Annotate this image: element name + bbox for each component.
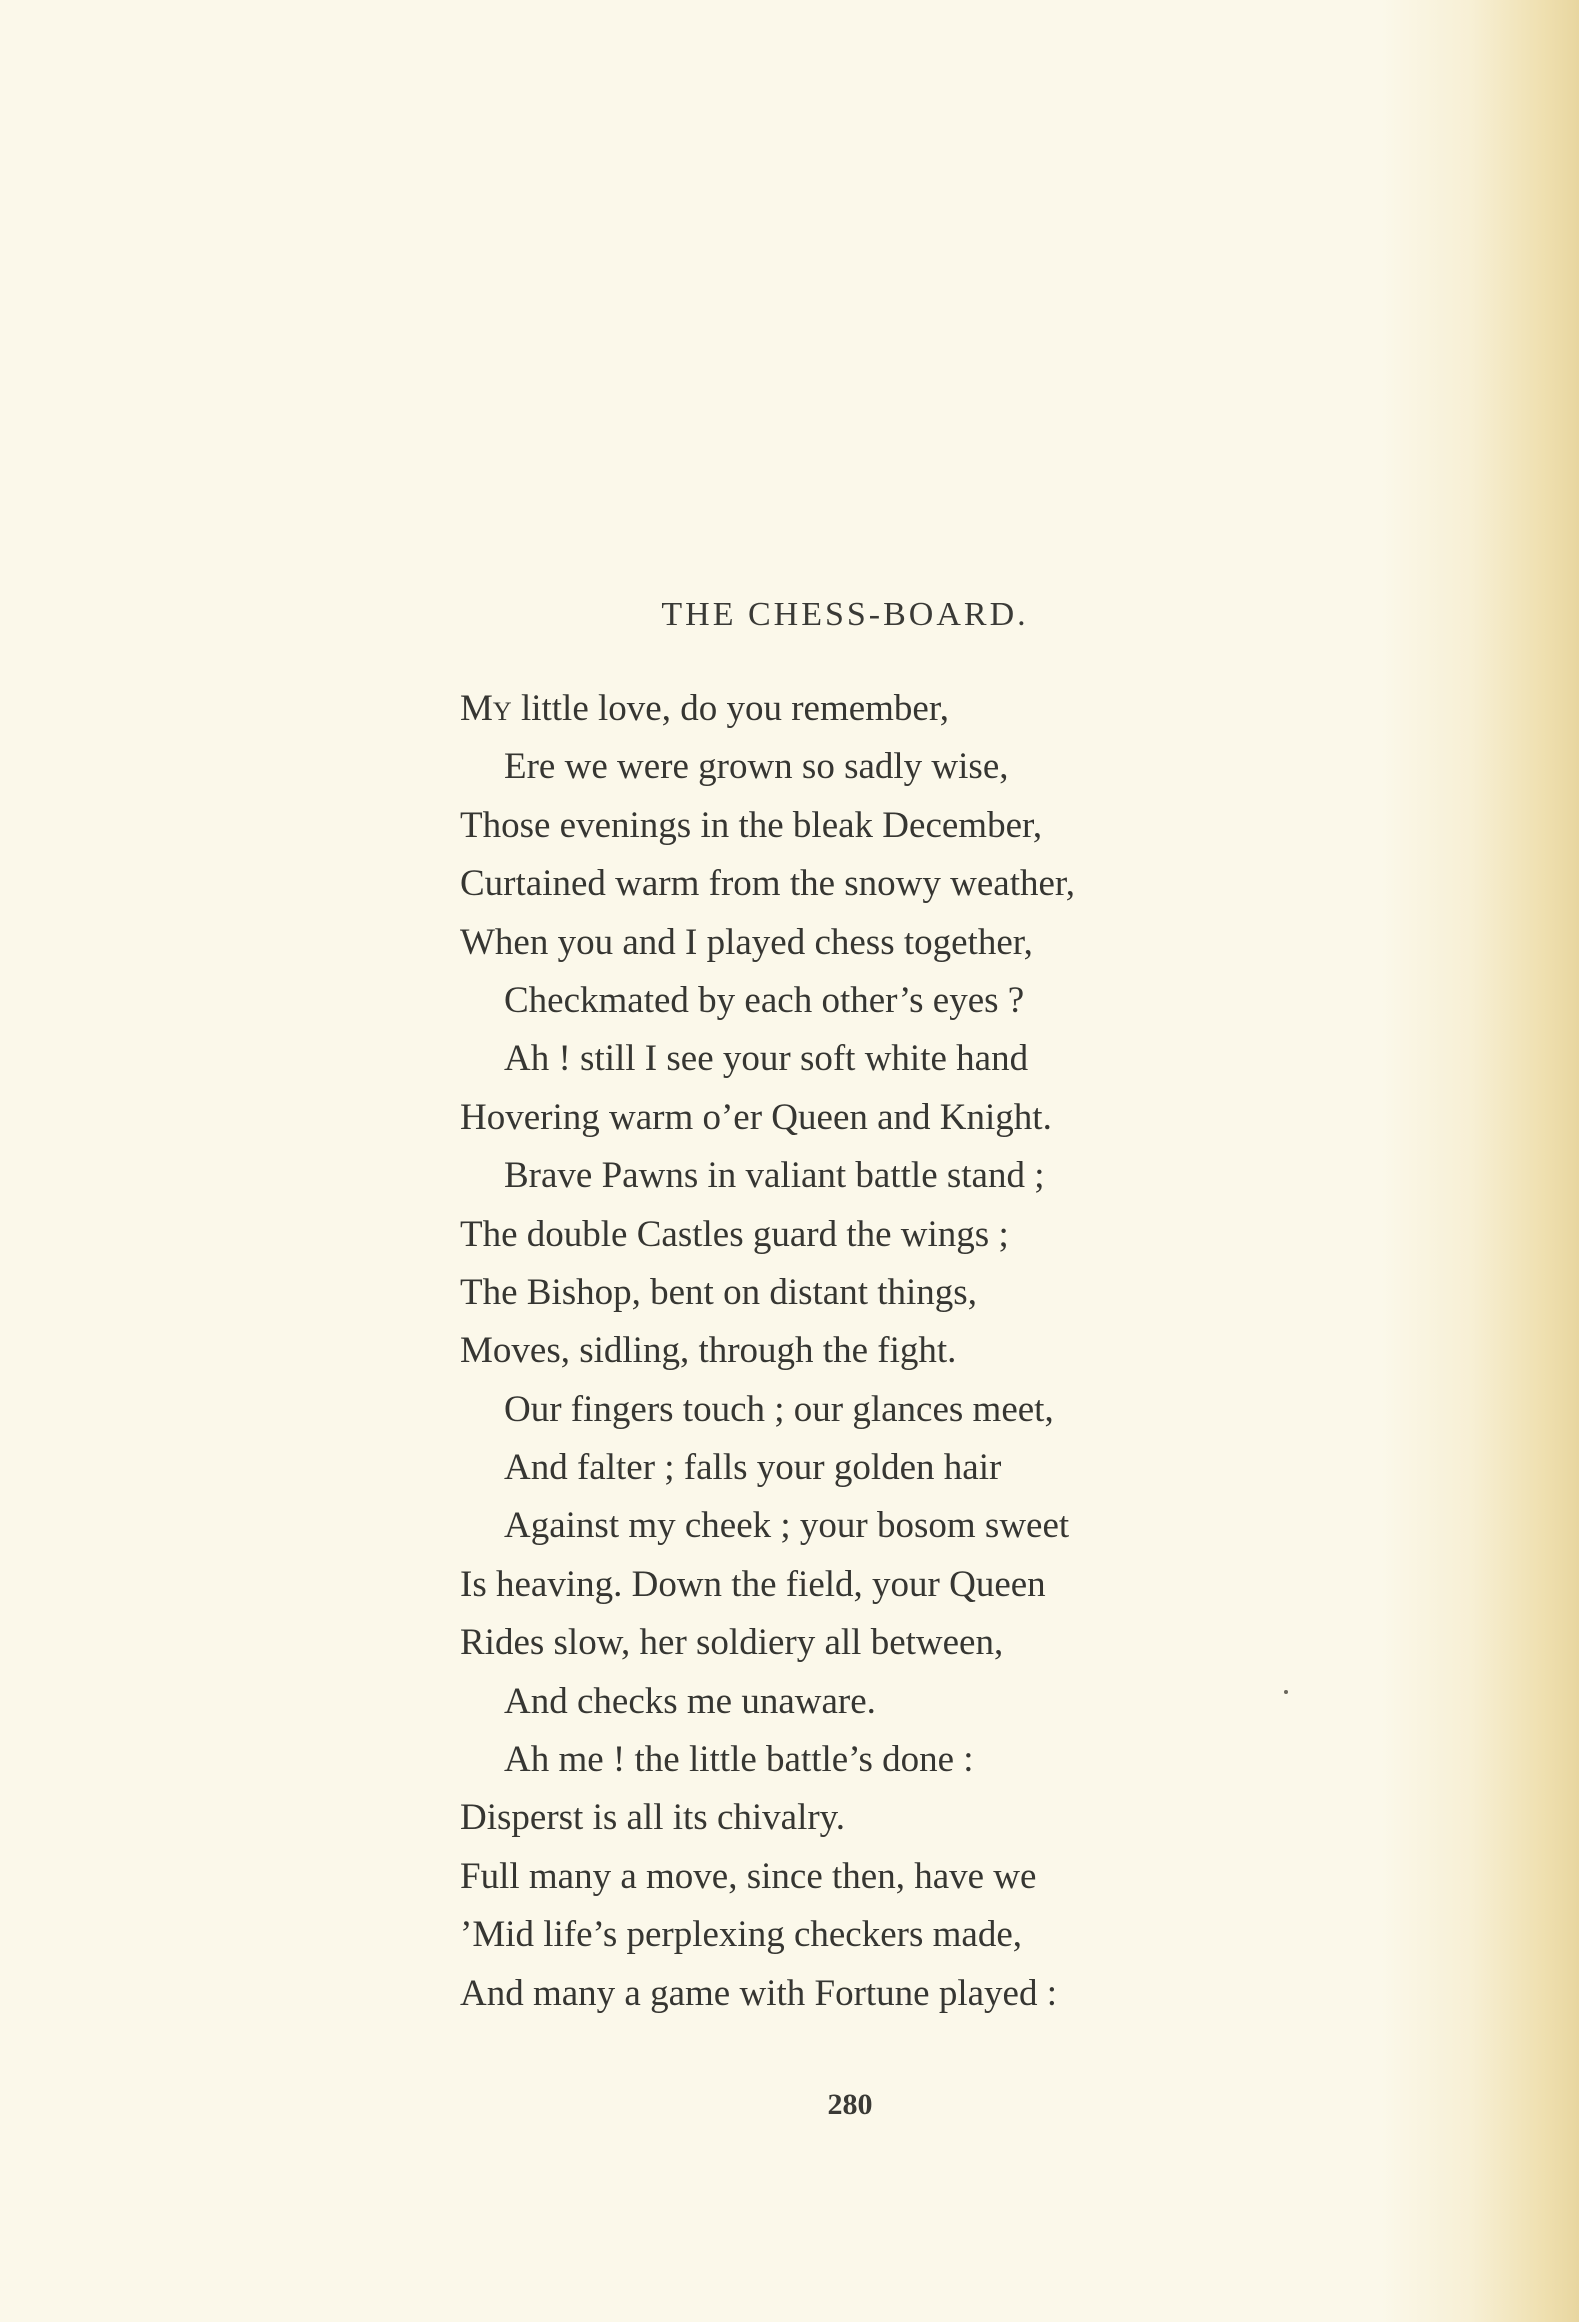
poem-line: Checkmated by each other’s eyes ? bbox=[504, 979, 1025, 1021]
poem-line: And falter ; falls your golden hair bbox=[504, 1447, 1002, 1489]
poem-line: Rides slow, her soldiery all between, bbox=[460, 1622, 1004, 1664]
poem-line: Full many a move, since then, have we bbox=[460, 1855, 1037, 1897]
poem-line: Our fingers touch ; our glances meet, bbox=[504, 1388, 1054, 1430]
poem-line: The double Castles guard the wings ; bbox=[460, 1213, 1009, 1255]
poem-first-word: My bbox=[460, 688, 512, 729]
poem-line: Ah me ! the little battle’s done : bbox=[504, 1739, 974, 1781]
poem-line: And many a game with Fortune played : bbox=[460, 1972, 1058, 2014]
poem-line: Curtained warm from the snowy weather, bbox=[460, 863, 1075, 905]
poem-line: Ere we were grown so sadly wise, bbox=[504, 746, 1009, 788]
print-speck bbox=[1284, 1690, 1288, 1694]
poem-line bbox=[460, 680, 1360, 738]
poem-body bbox=[460, 680, 1360, 2023]
poem-title: THE CHESS-BOARD. bbox=[661, 596, 1029, 633]
poem-line: And checks me unaware. bbox=[504, 1680, 876, 1722]
poem-line: Those evenings in the bleak December, bbox=[460, 804, 1043, 846]
poem-line-text: little love, do you remember, bbox=[511, 688, 949, 729]
poem-line: Moves, sidling, through the fight. bbox=[460, 1330, 957, 1372]
poem-line: The Bishop, bent on distant things, bbox=[460, 1271, 977, 1313]
poem-line: Hovering warm o’er Queen and Knight. bbox=[460, 1096, 1052, 1138]
poem-line: Disperst is all its chivalry. bbox=[460, 1797, 846, 1839]
page-number: 280 bbox=[827, 2088, 873, 2121]
poem-line: When you and I played chess together, bbox=[460, 921, 1033, 963]
poem-line: Is heaving. Down the field, your Queen bbox=[460, 1563, 1046, 1605]
poem-line: Brave Pawns in valiant battle stand ; bbox=[504, 1155, 1045, 1197]
poem-line: Ah ! still I see your soft white hand bbox=[504, 1038, 1029, 1080]
poem-line: Against my cheek ; your bosom sweet bbox=[504, 1505, 1070, 1547]
poem-line: ’Mid life’s perplexing checkers made, bbox=[460, 1914, 1022, 1956]
